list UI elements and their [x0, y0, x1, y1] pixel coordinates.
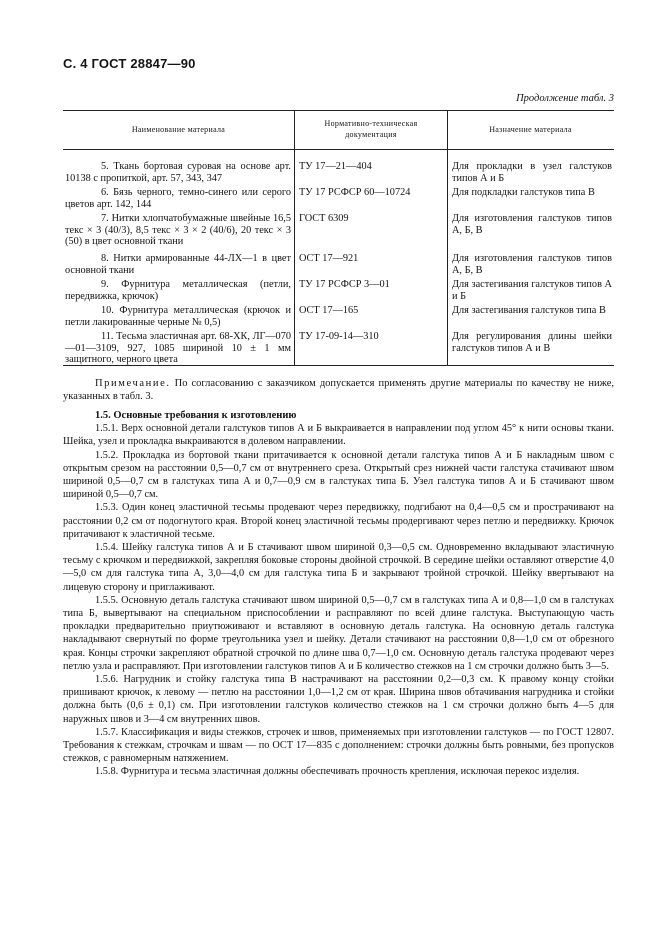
paragraph: 1.5.5. Основную деталь галстука стачивают швом шириной 0,5—0,7 см в галстуках типа А и 0,8—1,0 см в галстуках типа Б, вывертывают на специальном приспособлении и расправляют по всей длине галстука. Выступающую часть прокладки предварительно приутюживают и вставляют в основную деталь галстука. На основную деталь галстука накладывают свернутый по форме треугольника узел и шейку. Детали стачивают на расстоянии 0,8—1,0 см от обрезного края. Концы строчки закрепляют обратной строчкой по длине шва 0,7—1,0 см. Основную деталь галстука продевают через петлю узла и расправляют. При изготовлении галстуков типов А и Б количество стежков на 1 см строчки должно быть 3—5.: [63, 594, 614, 672]
material-name: 8. Нитки армированные 44-ЛХ—1 в цвет основной ткани: [65, 253, 291, 276]
section-body: [63, 409, 614, 779]
material-name: 5. Ткань бортовая суровая на основе арт. 10138 с пропиткой, арт. 57, 343, 347: [65, 161, 291, 184]
material-purpose: Для изготовления галстуков типов А, Б, В: [452, 253, 612, 276]
material-doc: ОСТ 17—921: [299, 253, 359, 264]
note-text: По согласованию с заказчиком допускается применять другие материалы по качеству не ниже, указанных в табл. 3.: [63, 378, 614, 403]
paragraph: 1.5.1. Верх основной детали галстуков типов А и Б выкраивается в направлении под углом 45° к нити основы ткани. Шейка, узел и прокладка выкраиваются в долевом направлении.: [63, 423, 614, 448]
material-doc: ТУ 17-09-14—310: [299, 331, 379, 342]
material-doc: ТУ 17 РСФСР 60—10724: [299, 187, 411, 198]
material-purpose: Для застегивания галстуков типов А и Б: [452, 279, 612, 302]
table-note: [63, 377, 614, 403]
paragraph: 1.5.4. Шейку галстука типов А и Б стачивают швом шириной 0,3—0,5 см. Одновременно вкладывают эластичную тесьму с крючком и передвижкой, закрепляя боковые стороны двойной строчкой. В середине шейки оставляют отверстие 4,0—5,0 см для галстука типа А, 3,0—4,0 см для галстука типа Б и закрывают тройной строчкой. Шейку ввертывают на лицевую сторону и приглаживают.: [63, 542, 614, 593]
table-header-row: [63, 111, 614, 150]
column-header: Назначение материала: [489, 124, 572, 134]
material-purpose: Для изготовления галстуков типов А, Б, В: [452, 213, 612, 236]
material-purpose: Для регулирования длины шейки галстуков типов А и В: [452, 331, 612, 354]
material-name: 9. Фурнитура металлическая (петли, передвижка, крючок): [65, 279, 291, 302]
section-title: 1.5. Основные требования к изготовлению: [95, 410, 297, 421]
material-doc: ГОСТ 6309: [299, 213, 349, 224]
material-name: 6. Бязь черного, темно-синего или серого цветов арт. 142, 144: [65, 187, 291, 210]
material-doc: ТУ 17—21—404: [299, 161, 372, 172]
paragraph: 1.5.3. Один конец эластичной тесьмы продевают через передвижку, подгибают на 0,4—0,5 см и прострачивают на расстоянии 0,2 см от подогнутого края. Второй конец эластичной тесьмы продергивают через петлю и передвижку. Крючок притачивают к эластичной тесьме.: [63, 502, 614, 540]
paragraph: 1.5.8. Фурнитура и тесьма эластичная должны обеспечивать прочность крепления, исключая перекос изделия.: [95, 766, 580, 778]
material-name: 10. Фурнитура металлическая (крючок и петли лакированные черные № 0,5): [65, 305, 291, 328]
material-purpose: Для застегивания галстуков типа В: [452, 305, 606, 316]
material-name: 7. Нитки хлопчатобумажные швейные 16,5 текс × 3 (40/3), 8,5 текс × 3 × 2 (40/6), 20 текс × 3 (50) в цвет основной ткани: [65, 213, 291, 248]
material-doc: ОСТ 17—165: [299, 305, 359, 316]
table-continuation-label: Продолжение табл. 3: [516, 93, 614, 104]
note-label: Примечание.: [95, 378, 171, 389]
material-doc: ТУ 17 РСФСР 3—01: [299, 279, 390, 290]
material-name: 11. Тесьма эластичная арт. 68-ХК, ЛГ—070—01—3109, 927, 1085 шириной 10 ± 1 мм защитного, черного цвета: [65, 331, 291, 366]
material-purpose: Для прокладки в узел галстуков типов А и Б: [452, 161, 612, 184]
column-header: Нормативно-техническая документация: [324, 119, 418, 139]
materials-table: [63, 110, 614, 366]
material-purpose: Для подкладки галстуков типа В: [452, 187, 595, 198]
paragraph: 1.5.7. Классификация и виды стежков, строчек и швов, применяемых при изготовлении галстуков — по ГОСТ 12807. Требования к стежкам, строчкам и швам — по ОСТ 17—835 с дополнением: строчки должны быть ровными, без пропусков стежков, с равномерным натяжением.: [63, 726, 614, 765]
paragraph: 1.5.6. Нагрудник и стойку галстука типа В настрачивают на расстоянии 0,2—0,3 см. К правому концу стойки пришивают крючок, к левому — петлю на расстоянии 1,0—1,2 см от края. Ширина швов обтачивания нагрудника и стойки должна быть (0,6 ± 0,1) см. При изготовлении галстуков количество стежков на 1 см строчки должно быть 4—5 для наружных швов и 3—4 см внутренних швов.: [63, 674, 614, 725]
paragraph: 1.5.2. Прокладка из бортовой ткани притачивается к основной детали галстука типов А и Б накладным швом с открытым срезом на расстоянии 0,5—0,7 см от внутреннего среза. Открытый срез нижней части галстука стачивают швом шириной 0,5—0,7 см в галстуках типа А и 0,7—0,9 см в галстуках типа Б. Узел галстука типов А и Б стачивают швом шириной 0,5—0,7 см.: [63, 449, 614, 501]
column-header: Наименование материала: [131, 124, 226, 134]
page-header: С. 4 ГОСТ 28847—90: [63, 56, 196, 71]
